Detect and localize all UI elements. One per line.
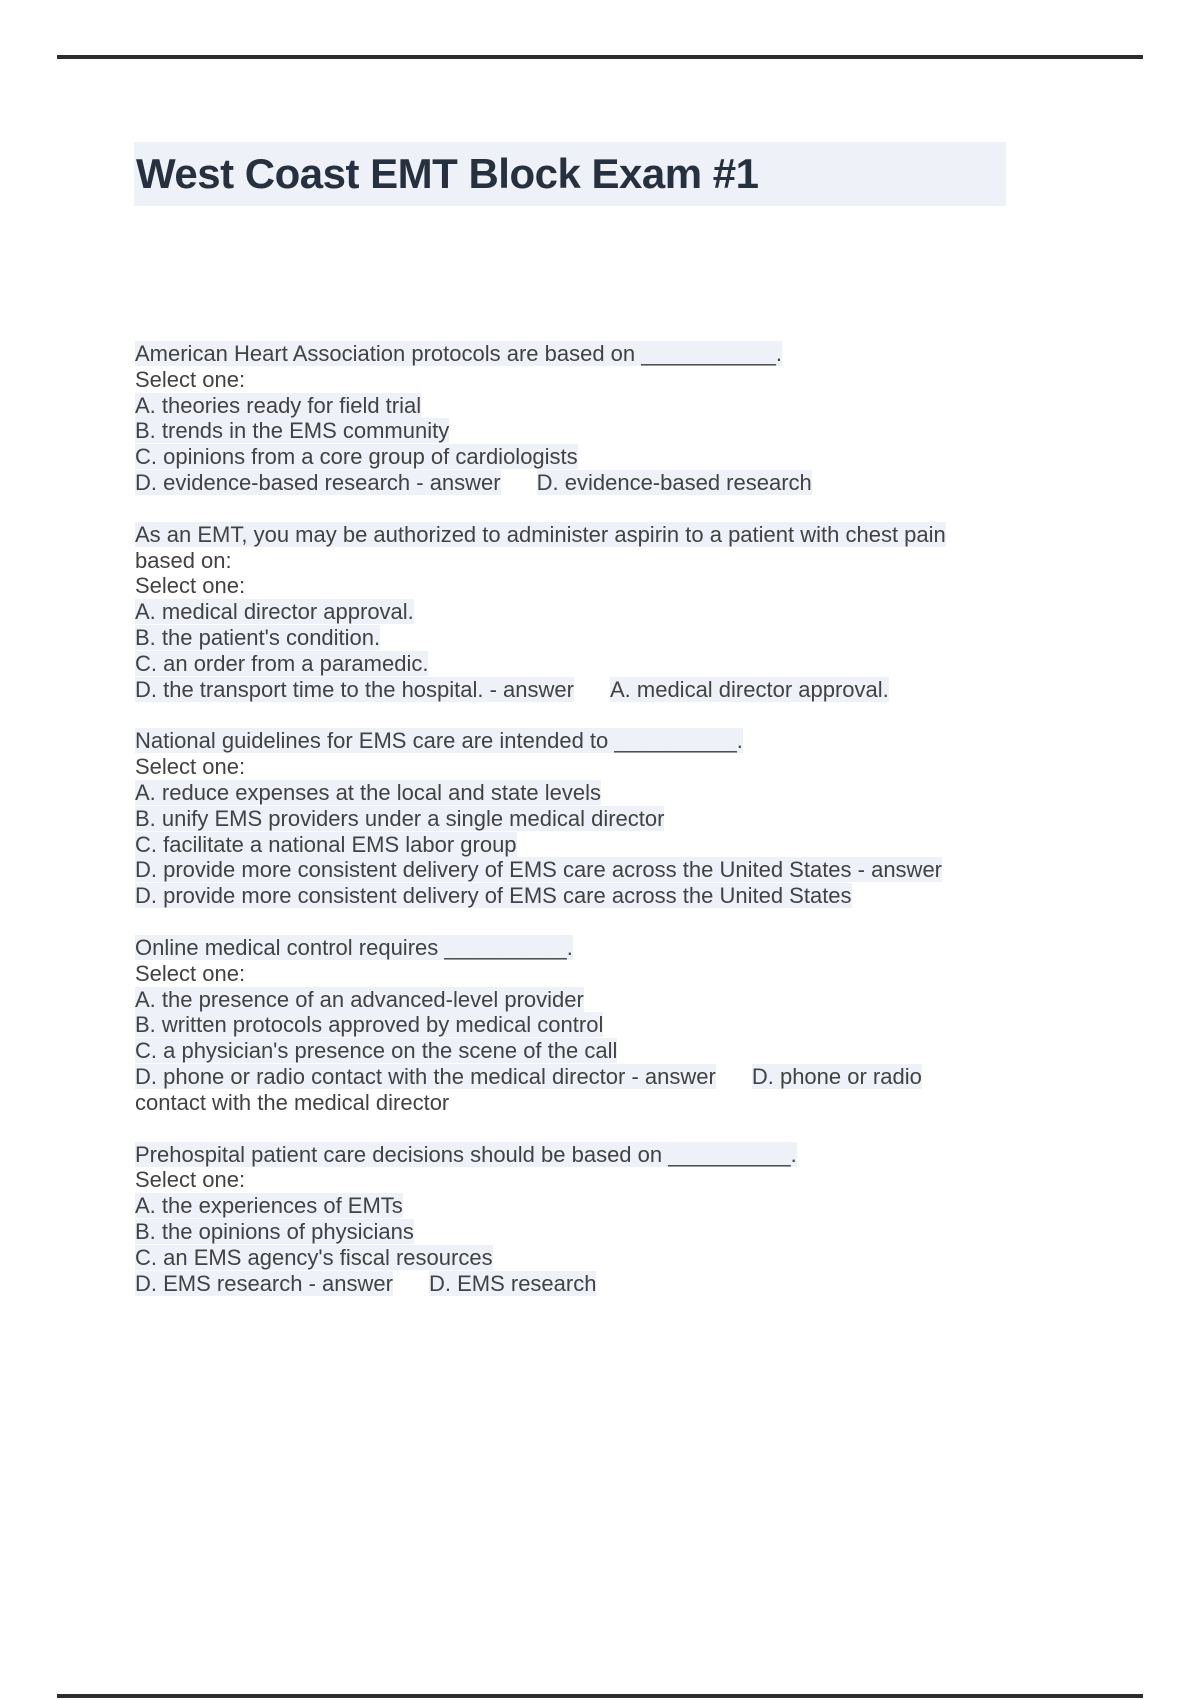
question-line (135, 367, 1095, 393)
question-line (135, 780, 1095, 806)
question-line (135, 857, 1095, 883)
text-segment: A. medical director approval. (135, 599, 414, 625)
question-block (135, 341, 1095, 496)
bottom-horizontal-rule (57, 1694, 1143, 1698)
exam-questions (135, 341, 1095, 1322)
top-horizontal-rule (57, 55, 1143, 59)
text-segment: D. the transport time to the hospital. - answer (135, 676, 574, 702)
text-segment: C. opinions from a core group of cardiologists (135, 444, 578, 470)
question-line (135, 522, 1095, 548)
text-segment: A. the experiences of EMTs (135, 1193, 403, 1219)
question-line (135, 1090, 1095, 1116)
question-line (135, 651, 1095, 677)
question-line (135, 728, 1095, 754)
question-line (135, 883, 1095, 909)
text-segment: American Heart Association protocols are based on ___________. (135, 341, 782, 366)
text-segment: D. evidence-based research (536, 469, 812, 495)
question-line (135, 935, 1095, 961)
question-line (135, 625, 1095, 651)
question-line (135, 987, 1095, 1013)
text-segment: B. unify EMS providers under a single medical director (135, 805, 665, 831)
question-line (135, 1245, 1095, 1271)
question-block (135, 1142, 1095, 1297)
text-segment: Select one: (135, 960, 246, 986)
text-segment: D. phone or radio (751, 1063, 922, 1089)
page-title: West Coast EMT Block Exam #1 (136, 150, 759, 197)
question-block (135, 935, 1095, 1116)
text-segment: Select one: (135, 573, 246, 599)
question-line (135, 1167, 1095, 1193)
question-line (135, 341, 1095, 367)
text-segment: contact with the medical director (135, 1089, 450, 1115)
text-segment: Online medical control requires __________. (135, 934, 573, 960)
question-line (135, 1142, 1095, 1168)
text-segment: A. medical director approval. (609, 676, 889, 702)
question-line (135, 832, 1095, 858)
question-block (135, 728, 1095, 909)
question-line (135, 393, 1095, 419)
question-block (135, 522, 1095, 703)
text-segment: B. the opinions of physicians (135, 1218, 414, 1244)
text-segment: D. EMS research (428, 1270, 597, 1296)
question-line (135, 1064, 1095, 1090)
text-segment: A. theories ready for field trial (135, 392, 422, 418)
question-line (135, 806, 1095, 832)
text-segment: Select one: (135, 1167, 246, 1193)
question-line (135, 1038, 1095, 1064)
text-segment: C. facilitate a national EMS labor group (135, 831, 517, 857)
question-line (135, 418, 1095, 444)
question-line (135, 573, 1095, 599)
question-line (135, 1193, 1095, 1219)
text-segment: D. EMS research - answer (135, 1270, 393, 1296)
question-line (135, 754, 1095, 780)
question-line (135, 677, 1095, 703)
question-line (135, 1012, 1095, 1038)
question-line (135, 548, 1095, 574)
text-segment: B. trends in the EMS community (135, 418, 450, 444)
text-segment: Prehospital patient care decisions should be based on __________. (135, 1141, 797, 1167)
question-line (135, 470, 1095, 496)
text-segment: D. provide more consistent delivery of EMS care across the United States (135, 883, 852, 909)
title-highlight-band (134, 142, 1006, 206)
question-line (135, 961, 1095, 987)
text-segment: C. a physician's presence on the scene of the call (135, 1038, 618, 1064)
text-segment: B. the patient's condition. (135, 624, 381, 650)
text-segment: C. an EMS agency's fiscal resources (135, 1244, 493, 1270)
text-segment: D. provide more consistent delivery of EMS care across the United States - answer (135, 857, 943, 883)
text-segment: C. an order from a paramedic. (135, 650, 429, 676)
text-segment: D. evidence-based research - answer (135, 469, 501, 495)
text-segment: A. reduce expenses at the local and state levels (135, 779, 601, 805)
text-segment: based on: (135, 547, 232, 573)
question-line (135, 1219, 1095, 1245)
text-segment: Select one: (135, 366, 246, 392)
text-segment: B. written protocols approved by medical control (135, 1012, 604, 1038)
text-segment: As an EMT, you may be authorized to administer aspirin to a patient with chest pain (135, 521, 946, 547)
text-segment: D. phone or radio contact with the medical director - answer (135, 1063, 716, 1089)
question-line (135, 444, 1095, 470)
text-segment: A. the presence of an advanced-level provider (135, 986, 584, 1012)
question-line (135, 599, 1095, 625)
text-segment: National guidelines for EMS care are intended to __________. (135, 728, 743, 754)
text-segment: Select one: (135, 754, 246, 780)
question-line (135, 1271, 1095, 1297)
